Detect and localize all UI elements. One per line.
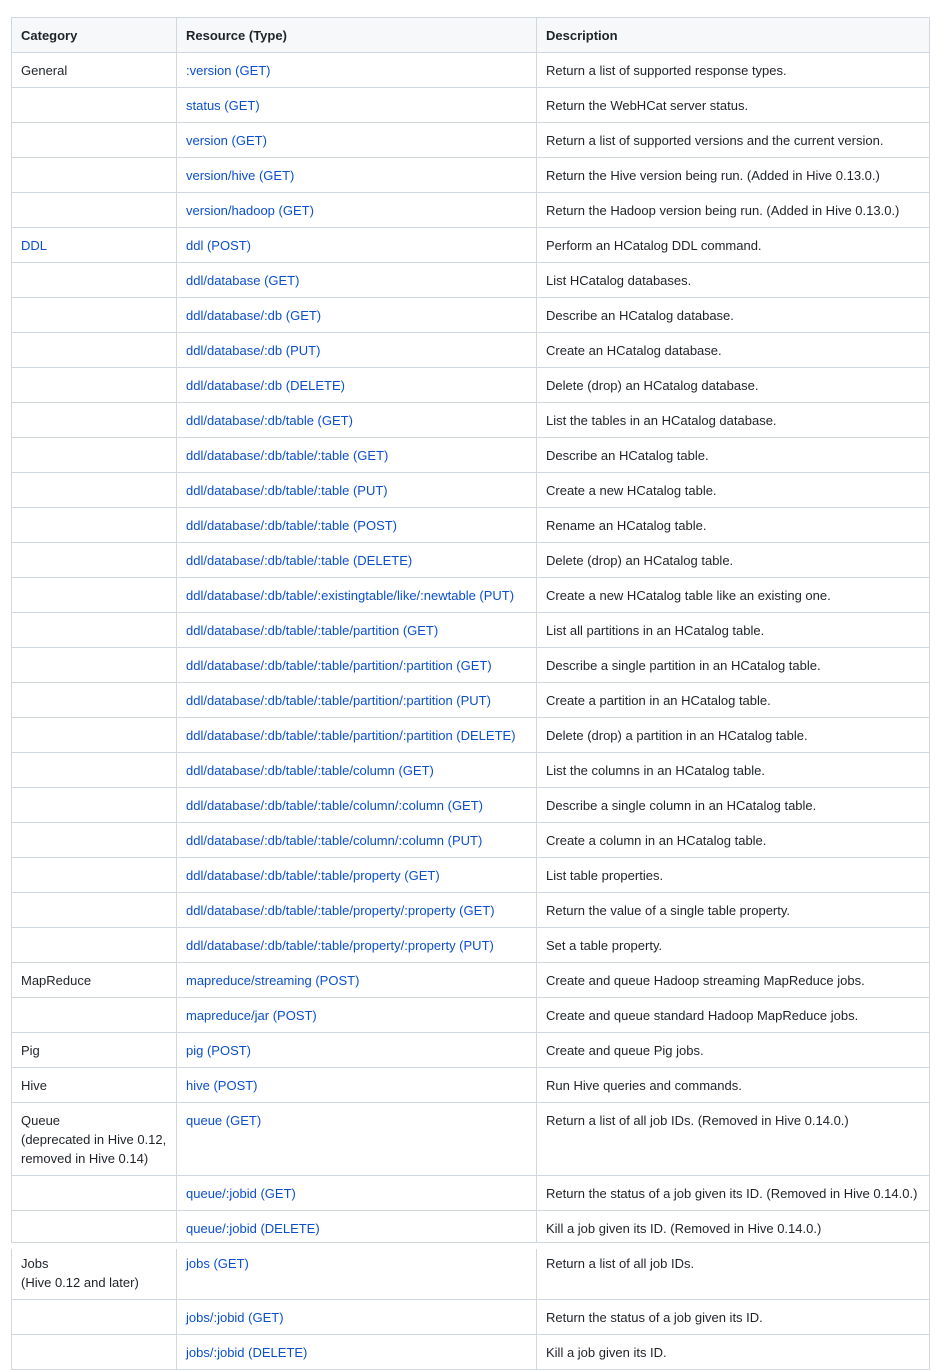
category-cell [12,158,177,193]
category-cell [12,1176,177,1211]
description-cell: Create and queue Hadoop streaming MapReduce jobs. [537,963,930,998]
table-row [12,333,930,368]
table-row [12,123,930,158]
resource-cell [177,1335,537,1370]
category-cell [12,1335,177,1370]
resource-cell [177,368,537,403]
description-cell: Delete (drop) a partition in an HCatalog table. [537,718,930,753]
description-cell: Describe a single column in an HCatalog table. [537,788,930,823]
resource-link[interactable]: ddl/database/:db/table/:existingtable/like/:newtable (PUT) [186,588,515,603]
resource-link[interactable]: version/hadoop (GET) [186,203,314,218]
resource-cell [177,1103,537,1176]
description-cell: Return a list of all job IDs. (Removed in Hive 0.14.0.) [537,1103,930,1176]
category-label: Jobs (Hive 0.12 and later) [21,1256,139,1290]
table-row [12,718,930,753]
header-category: Category [12,18,177,53]
description-cell: Set a table property. [537,928,930,963]
resource-cell [177,998,537,1033]
category-cell [12,473,177,508]
description-cell: Create a column in an HCatalog table. [537,823,930,858]
description-cell: Rename an HCatalog table. [537,508,930,543]
category-cell [12,928,177,963]
category-cell [12,683,177,718]
header-description: Description [537,18,930,53]
description-cell: Return a list of supported versions and the current version. [537,123,930,158]
description-cell: Return a list of all job IDs. [537,1246,930,1300]
category-cell [12,753,177,788]
table-row [12,1176,930,1211]
table-row [12,788,930,823]
table-row [12,1068,930,1103]
table-row [12,648,930,683]
resource-link[interactable]: ddl/database/:db/table/:table/property/:property (GET) [186,903,495,918]
category-cell [12,1211,177,1246]
resource-link[interactable]: status (GET) [186,98,260,113]
table-row [12,893,930,928]
category-cell [12,578,177,613]
description-cell: Create a partition in an HCatalog table. [537,683,930,718]
description-cell: Return the status of a job given its ID. [537,1300,930,1335]
resource-cell [177,718,537,753]
table-row [12,228,930,263]
resource-link[interactable]: ddl/database/:db/table/:table/partition (GET) [186,623,439,638]
table-row [12,88,930,123]
resource-cell [177,53,537,88]
resource-cell [177,263,537,298]
resource-link[interactable]: ddl/database/:db (DELETE) [186,378,345,393]
category-cell [12,263,177,298]
table-row [12,683,930,718]
table-row [12,1033,930,1068]
table-row [12,963,930,998]
category-cell [12,613,177,648]
description-cell: List the tables in an HCatalog database. [537,403,930,438]
category-label: MapReduce [21,973,92,988]
table-row [12,1103,930,1176]
category-cell [12,998,177,1033]
header-row [12,18,930,53]
resource-cell [177,893,537,928]
resource-cell [177,158,537,193]
resource-cell [177,403,537,438]
resource-link[interactable]: mapreduce/jar (POST) [186,1008,317,1023]
description-cell: Return the value of a single table property. [537,893,930,928]
category-cell [12,788,177,823]
description-cell: Describe a single partition in an HCatalog table. [537,648,930,683]
resource-link[interactable]: version/hive (GET) [186,168,295,183]
resource-cell [177,228,537,263]
category-cell [12,1033,177,1068]
resource-cell [177,753,537,788]
table-row [12,998,930,1033]
resource-cell [177,438,537,473]
resource-cell [177,823,537,858]
category-cell [12,403,177,438]
description-cell: Return the Hive version being run. (Added in Hive 0.13.0.) [537,158,930,193]
resource-link[interactable]: ddl/database/:db/table/:table/property/:property (PUT) [186,938,494,953]
resource-link[interactable]: ddl/database/:db/table/:table (PUT) [186,483,388,498]
resource-link[interactable]: queue (GET) [186,1113,262,1128]
resource-link[interactable]: ddl/database/:db/table/:table (POST) [186,518,398,533]
resource-link[interactable]: ddl/database/:db/table/:table (GET) [186,448,389,463]
resource-cell [177,1033,537,1068]
category-label: Hive [21,1078,48,1093]
table-row [12,613,930,648]
description-cell: Describe an HCatalog database. [537,298,930,333]
description-cell: List table properties. [537,858,930,893]
table-row [12,53,930,88]
description-cell: Perform an HCatalog DDL command. [537,228,930,263]
table-row [12,1211,930,1246]
table-row [12,193,930,228]
resource-cell [177,123,537,158]
category-cell [12,823,177,858]
category-cell [12,1103,177,1176]
resource-cell [177,473,537,508]
table-row [12,403,930,438]
table-row [12,578,930,613]
resource-link[interactable]: version (GET) [186,133,267,148]
resource-link[interactable]: jobs/:jobid (DELETE) [186,1345,308,1360]
resource-link[interactable]: queue/:jobid (GET) [186,1186,296,1201]
description-cell: Create and queue standard Hadoop MapReduce jobs. [537,998,930,1033]
category-cell [12,543,177,578]
table-row [12,368,930,403]
resource-link[interactable]: queue/:jobid (DELETE) [186,1221,320,1236]
category-cell [12,1300,177,1335]
table-row [12,753,930,788]
category-cell [12,858,177,893]
resource-link[interactable]: ddl/database/:db/table/:table/property (GET) [186,868,440,883]
category-cell [12,193,177,228]
category-cell [12,438,177,473]
resource-cell [177,1300,537,1335]
resource-link[interactable]: hive (POST) [186,1078,258,1093]
category-cell [12,298,177,333]
description-cell: Kill a job given its ID. (Removed in Hive 0.14.0.) [537,1211,930,1246]
category-label: Queue (deprecated in Hive 0.12, removed in Hive 0.14) [21,1113,167,1166]
table-row [12,823,930,858]
description-cell: List HCatalog databases. [537,263,930,298]
description-cell: Create an HCatalog database. [537,333,930,368]
description-cell: Return the status of a job given its ID. (Removed in Hive 0.14.0.) [537,1176,930,1211]
table-body [12,53,930,1370]
table-row [12,543,930,578]
resource-link[interactable]: ddl/database/:db/table/:table/column/:column (GET) [186,798,483,813]
description-cell: Run Hive queries and commands. [537,1068,930,1103]
resource-cell [177,1068,537,1103]
category-label: General [21,63,68,78]
table-row [12,263,930,298]
resource-link[interactable]: ddl/database/:db/table/:table/partition/:partition (GET) [186,658,492,673]
resource-cell [177,1246,537,1300]
resource-link[interactable]: :version (GET) [186,63,271,78]
resource-link[interactable]: ddl/database/:db/table/:table/column/:column (PUT) [186,833,483,848]
resource-link[interactable]: pig (POST) [186,1043,252,1058]
table-row [12,473,930,508]
resource-link[interactable]: ddl/database/:db/table/:table/partition/:partition (DELETE) [186,728,516,743]
table-row [12,858,930,893]
resource-link[interactable]: mapreduce/streaming (POST) [186,973,360,988]
resource-link[interactable]: ddl/database (GET) [186,273,300,288]
resource-link[interactable]: ddl/database/:db (GET) [186,308,322,323]
description-cell: Describe an HCatalog table. [537,438,930,473]
resource-cell [177,963,537,998]
api-resource-table-container [11,17,929,1370]
resource-link[interactable]: ddl/database/:db (PUT) [186,343,321,358]
resource-cell [177,683,537,718]
table-row [12,508,930,543]
category-cell [12,368,177,403]
resource-cell [177,508,537,543]
table-row [12,1246,930,1300]
description-cell: Return a list of supported response types. [537,53,930,88]
table-row [12,928,930,963]
category-cell [12,123,177,158]
category-cell [12,1246,177,1300]
resource-cell [177,88,537,123]
table-row [12,438,930,473]
description-cell: Delete (drop) an HCatalog database. [537,368,930,403]
resource-cell [177,928,537,963]
resource-link[interactable]: ddl (POST) [186,238,252,253]
resource-link[interactable]: ddl/database/:db/table/:table/column (GET) [186,763,434,778]
resource-cell [177,1176,537,1211]
resource-cell [177,578,537,613]
category-cell [12,893,177,928]
resource-cell [177,1211,537,1246]
resource-cell [177,543,537,578]
resource-cell [177,858,537,893]
api-resource-table [11,17,930,1370]
category-cell [12,88,177,123]
description-cell: Return the Hadoop version being run. (Added in Hive 0.13.0.) [537,193,930,228]
resource-link[interactable]: ddl/database/:db/table/:table (DELETE) [186,553,413,568]
resource-link[interactable]: jobs (GET) [186,1256,249,1271]
category-cell [12,1068,177,1103]
description-cell: List the columns in an HCatalog table. [537,753,930,788]
category-link[interactable]: DDL [21,238,48,253]
resource-link[interactable]: ddl/database/:db/table (GET) [186,413,353,428]
category-cell [12,53,177,88]
description-cell: Create and queue Pig jobs. [537,1033,930,1068]
category-cell [12,333,177,368]
resource-cell [177,333,537,368]
category-cell [12,648,177,683]
table-row [12,158,930,193]
resource-cell [177,788,537,823]
category-cell [12,718,177,753]
table-header [12,18,930,53]
table-row [12,298,930,333]
resource-link[interactable]: ddl/database/:db/table/:table/partition/:partition (PUT) [186,693,491,708]
table-row [12,1335,930,1370]
resource-cell [177,613,537,648]
description-cell: Kill a job given its ID. [537,1335,930,1370]
description-cell: Create a new HCatalog table. [537,473,930,508]
description-cell: List all partitions in an HCatalog table. [537,613,930,648]
resource-cell [177,648,537,683]
table-row [12,1300,930,1335]
category-cell [12,508,177,543]
description-cell: Return the WebHCat server status. [537,88,930,123]
resource-link[interactable]: jobs/:jobid (GET) [186,1310,284,1325]
resource-cell [177,193,537,228]
category-label: Pig [21,1043,40,1058]
description-cell: Create a new HCatalog table like an existing one. [537,578,930,613]
category-cell [12,963,177,998]
category-cell [12,228,177,263]
description-cell: Delete (drop) an HCatalog table. [537,543,930,578]
header-resource-type: Resource (Type) [177,18,537,53]
resource-cell [177,298,537,333]
